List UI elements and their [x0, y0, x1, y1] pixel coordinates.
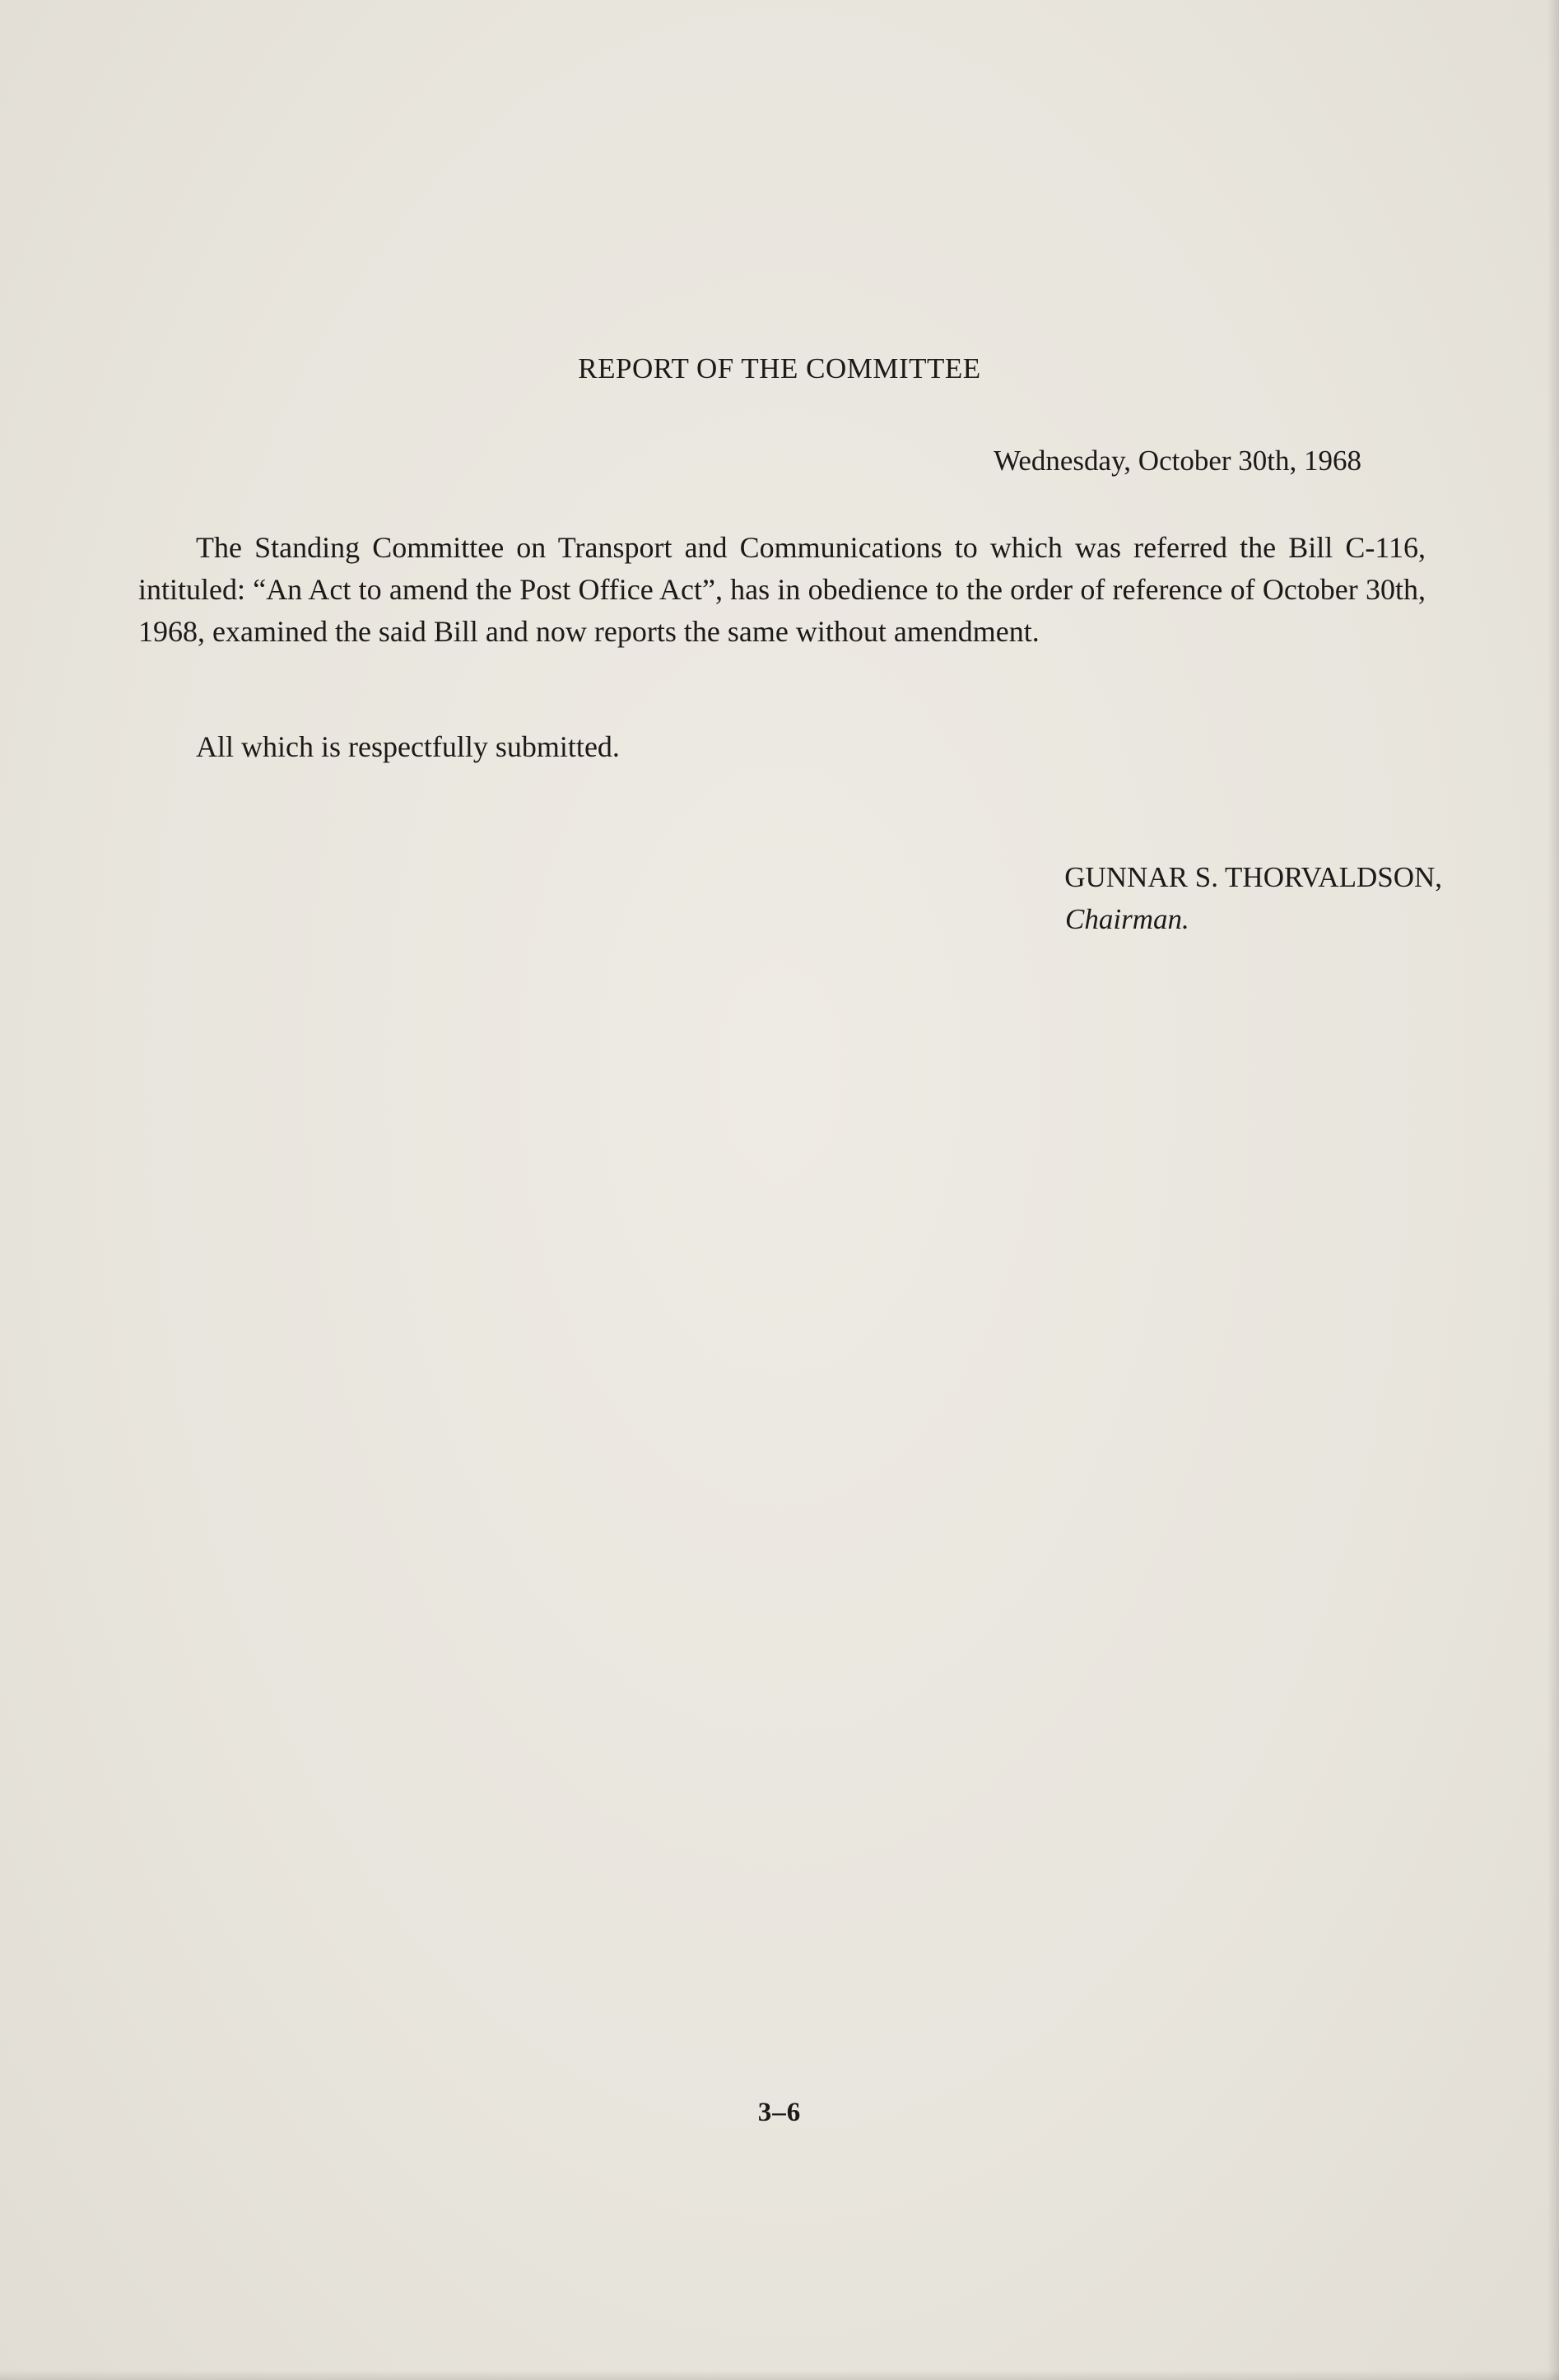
report-heading: REPORT OF THE COMMITTEE	[578, 352, 981, 384]
page-bottom-shadow	[0, 2370, 1559, 2380]
signature-block	[965, 856, 1442, 940]
chairman-title: Chairman.	[1065, 903, 1189, 935]
page-number: 3–6	[757, 2098, 802, 2127]
report-date: Wednesday, October 30th, 1968	[994, 445, 1361, 477]
report-paragraph-2: All which is respectfully submitted.	[196, 730, 620, 763]
chairman-name: GUNNAR S. THORVALDSON,	[1064, 861, 1442, 893]
report-paragraph-1: The Standing Committee on Transport and Communications to which was referred the Bill C-116, intituled: “An Act to amend the Post Office Act”, has in obedience to the order of reference of October 30th, 1968, examined the said Bill and now reports the same without amendment.	[138, 531, 1426, 648]
